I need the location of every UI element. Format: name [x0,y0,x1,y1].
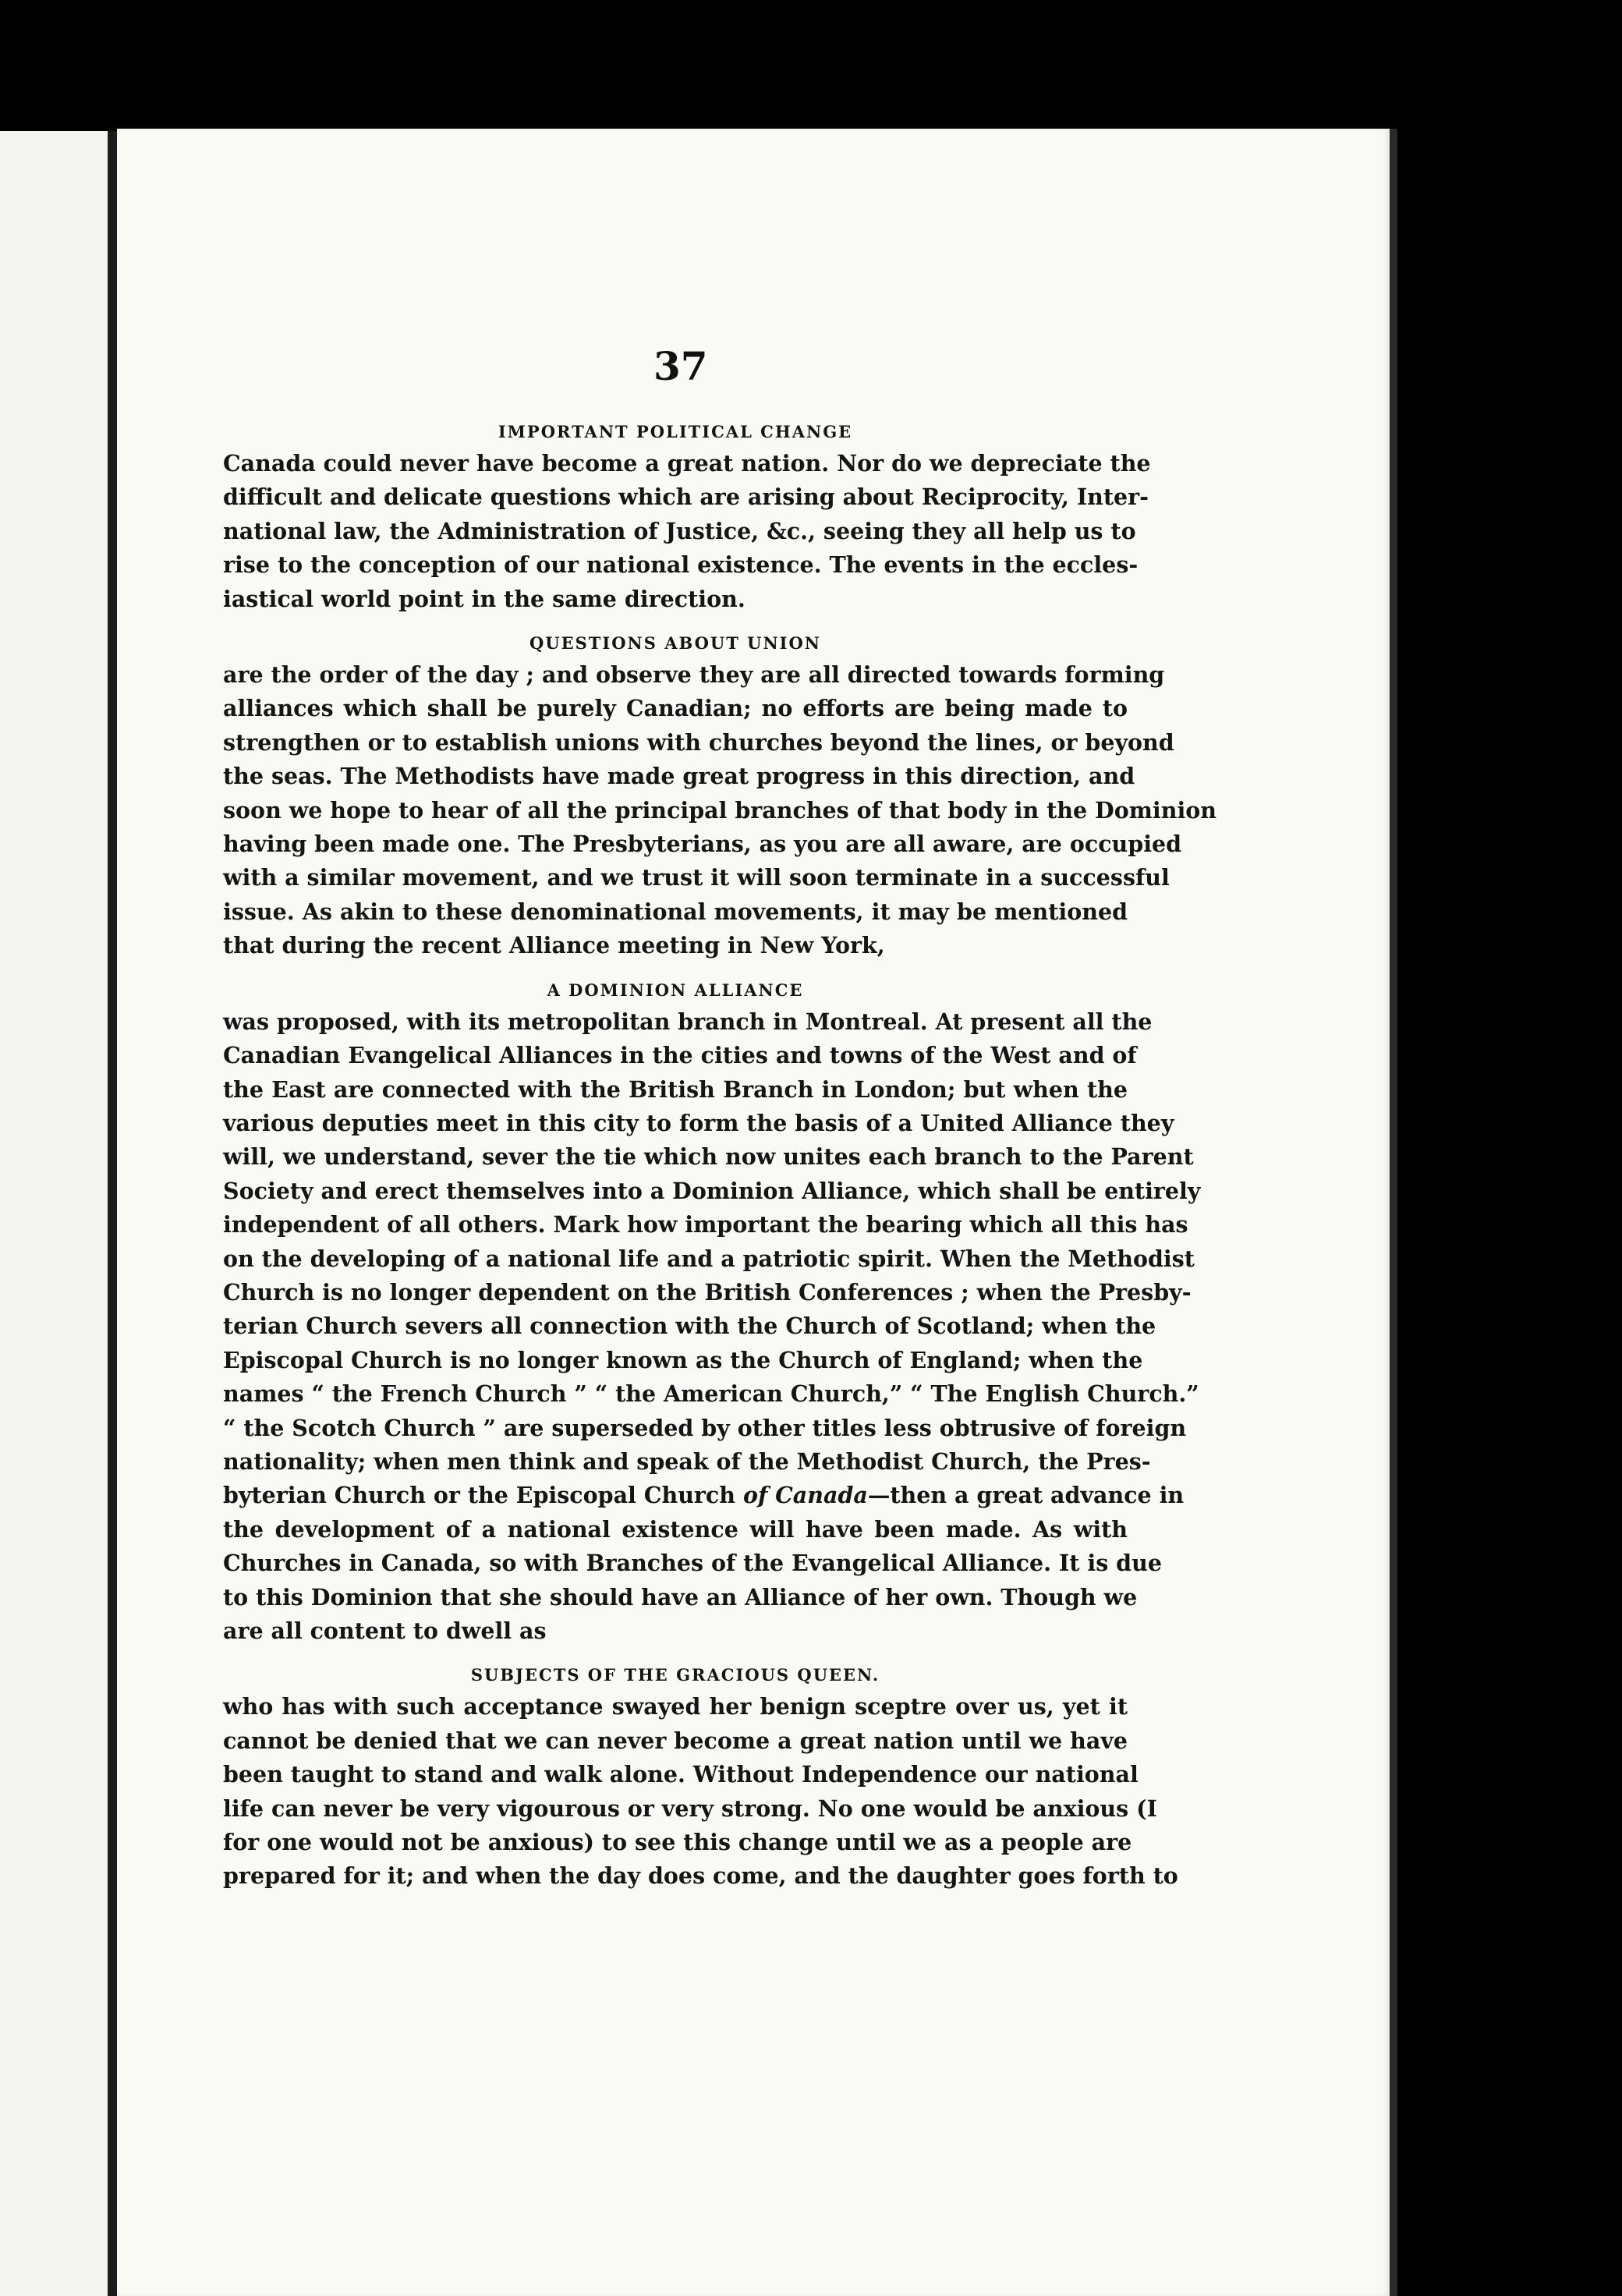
text-line: the development of a national existence will have been made. As with [223,1515,1128,1543]
text-line: that during the recent Alliance meeting in New York, [223,932,885,959]
book-gutter [108,131,117,2296]
text-line: Episcopal Church is no longer known as the Church of England; when the [223,1346,1143,1373]
text-line: for one would not be anxious) to see this change until we as a people are [223,1829,1132,1856]
text-line: rise to the conception of our national existence. The events in the eccles- [223,551,1139,579]
text-line: issue. As akin to these denominational movements, it may be mentioned [223,898,1128,925]
text-line: names “ the French Church ” “ the American Church,” “ The English Church.” [223,1380,1199,1408]
text-line: with a similar movement, and we trust it will soon terminate in a successful [223,864,1170,891]
text-line: alliances which shall be purely Canadian; no efforts are being made to [223,695,1128,722]
text-line: the seas. The Methodists have made great progress in this direction, and [223,763,1135,790]
text-line: independent of all others. Mark how important the bearing which all this has [223,1211,1188,1238]
text-line: are the order of the day ; and observe they are all directed towards forming [223,661,1165,689]
section-heading: IMPORTANT POLITICAL CHANGE [498,422,853,441]
text-line: various deputies meet in this city to form the basis of a United Alliance they [223,1109,1174,1136]
text-line: to this Dominion that she should have an Alliance of her own. Though we [223,1583,1138,1610]
text-line: Canadian Evangelical Alliances in the cities and towns of the West and of [223,1042,1137,1069]
text-line: Society and erect themselves into a Dominion Alliance, which shall be entirely [223,1177,1201,1204]
text-line: strengthen or to establish unions with churches beyond the lines, or beyond [223,728,1174,756]
text-line: byterian Church or the Episcopal Church of Canada—then a great advance in [223,1482,1185,1509]
text-line: difficult and delicate questions which are arising about Reciprocity, Inter- [223,484,1149,511]
text-line: life can never be very vigourous or very strong. No one would be anxious (I [223,1795,1157,1822]
text-line: national law, the Administration of Justice, &c., seeing they all help us to [223,517,1136,544]
text-line: the East are connected with the British Branch in London; but when the [223,1075,1128,1103]
page-edge-shadow [1390,129,1397,2296]
text-line: on the developing of a national life and a patriotic spirit. When the Methodist [223,1245,1195,1272]
text-line: iastical world point in the same direction. [223,585,745,612]
text-line: was proposed, with its metropolitan branch in Montreal. At present all the [223,1008,1153,1035]
text-line: cannot be denied that we can never become a great nation until we have [223,1727,1128,1754]
text-line: having been made one. The Presbyterians, as you are all aware, are occupied [223,831,1182,858]
text-line: are all content to dwell as [223,1617,547,1644]
text-line: who has with such acceptance swayed her benign sceptre over us, yet it [223,1693,1128,1720]
paragraph [223,1005,1201,1649]
text-column [223,419,1217,1894]
text-line: nationality; when men think and speak of the Methodist Church, the Pres- [223,1447,1151,1475]
text-line: Church is no longer dependent on the British Conferences ; when the Presby- [223,1278,1192,1306]
text-line: been taught to stand and walk alone. Without Independence our national [223,1761,1139,1788]
text-line: will, we understand, sever the tie which now unites each branch to the Parent [223,1143,1194,1171]
text-line: Churches in Canada, so with Branches of the Evangelical Alliance. It is due [223,1550,1162,1577]
paragraph [223,658,1217,963]
page-number: 37 [653,343,708,389]
text-line: “ the Scotch Church ” are superseded by other titles less obtrusive of foreign [223,1414,1187,1441]
paragraph [223,1690,1178,1893]
section-heading: A DOMINION ALLIANCE [547,980,804,1000]
text-line: prepared for it; and when the day does come, and the daughter goes forth to [223,1862,1178,1890]
paragraph [223,447,1151,616]
section-heading: QUESTIONS ABOUT UNION [529,633,821,654]
text-line: Canada could never have become a great nation. Nor do we depreciate the [223,450,1151,477]
text-line: soon we hope to hear of all the principal branches of that body in the Dominion [223,796,1217,824]
facing-page-edge [0,131,111,2296]
section-heading: SUBJECTS OF THE GRACIOUS QUEEN. [470,1665,880,1685]
text-line: terian Church severs all connection with the Church of Scotland; when the [223,1313,1156,1340]
